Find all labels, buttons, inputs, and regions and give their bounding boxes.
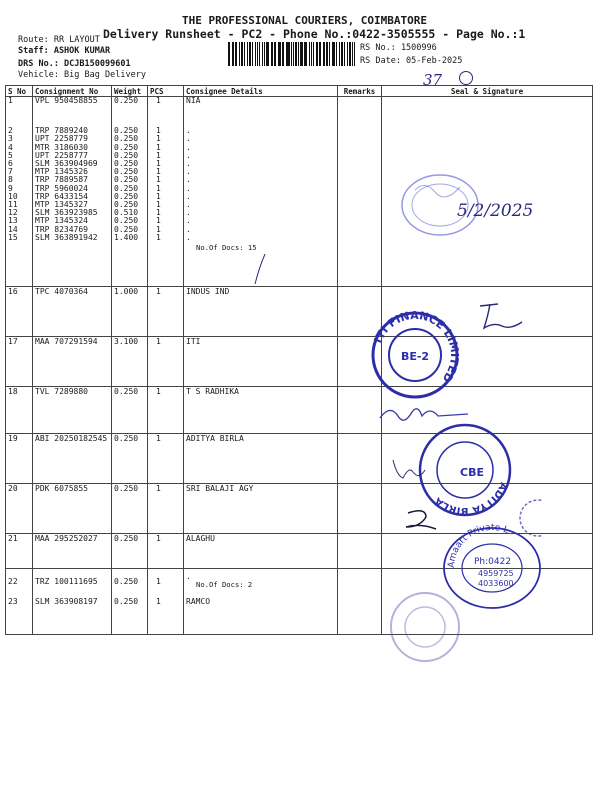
barcode-bar xyxy=(320,42,321,66)
group1-item-weight: 0.510 xyxy=(114,208,139,218)
group1-item-sno: 3 xyxy=(8,134,13,144)
row-consignee: ALAGHU xyxy=(184,534,338,569)
row-remarks xyxy=(338,434,382,484)
barcode-bar xyxy=(354,42,355,66)
row-weight: 0.250 xyxy=(112,484,148,534)
amaart-stamp-text: Amaart Private L xyxy=(446,522,510,569)
row-cons: PDK 6075855 xyxy=(33,484,112,534)
barcode-bar xyxy=(266,42,268,66)
barcode-bar xyxy=(252,42,253,66)
row-cons: MAA 295252027 xyxy=(33,534,112,569)
group1-item-sno: 6 xyxy=(8,159,13,169)
barcode-bar xyxy=(323,42,325,66)
group1-pcs: 1 1 1 1 1 1 1 1 1 1 1 1 1 1 1 xyxy=(148,97,184,287)
row-cons: TVL 7289880 xyxy=(33,387,112,434)
group1-item-consignee: . xyxy=(186,126,191,136)
aditya-stamp-text: ADITYA BIRLA xyxy=(433,480,509,517)
barcode-bar xyxy=(239,42,240,66)
signature-16 xyxy=(470,300,540,340)
handwritten-count: 37 xyxy=(423,71,443,89)
row22-weight: 0.250 xyxy=(112,569,148,597)
svg-text:4033600: 4033600 xyxy=(478,579,514,588)
group1-item-pcs: 1 xyxy=(156,200,161,210)
group1-item-cons: MTP 1345327 xyxy=(35,200,88,210)
barcode-bar xyxy=(344,42,345,66)
group1-remarks xyxy=(338,97,382,287)
group1-weights: 0.250 0.250 0.250 0.250 0.250 0.250 0.250 0.250 0.250 0.250 0.250 0.510 0.250 0.250 1.400 xyxy=(112,97,148,287)
group1-item-sno: 5 xyxy=(8,150,13,160)
row-pcs: 1 xyxy=(148,484,184,534)
row-weight: 3.100 xyxy=(112,337,148,387)
barcode-bar xyxy=(319,42,320,66)
group1-item-weight: 0.250 xyxy=(114,191,139,201)
barcode xyxy=(228,42,356,66)
group1-item-sno: 12 xyxy=(8,208,18,218)
barcode-bar xyxy=(257,42,259,66)
barcode-bar xyxy=(287,42,289,66)
row-consignee: INDUS IND xyxy=(184,287,338,337)
barcode-bar xyxy=(262,42,263,66)
group1-item-sno: 11 xyxy=(8,200,18,210)
svg-text:BE-2: BE-2 xyxy=(400,350,430,363)
group1-item-sno: 15 xyxy=(8,232,18,242)
barcode-bar xyxy=(235,42,237,66)
barcode-bar xyxy=(259,42,260,66)
col-pcs: PCS xyxy=(148,86,184,97)
group1-item-consignee: . xyxy=(186,150,191,160)
group1-item-weight: 0.250 xyxy=(114,159,139,169)
barcode-bar xyxy=(286,42,287,66)
staff-label: Staff: ASHOK KUMAR xyxy=(18,46,111,56)
barcode-bar xyxy=(272,42,273,66)
group1-item-consignee: . xyxy=(186,232,191,242)
row22-remarks xyxy=(338,569,382,597)
group1-item-sno: 14 xyxy=(8,224,18,234)
barcode-bar xyxy=(316,42,318,66)
group1-item-pcs: 1 xyxy=(156,216,161,226)
row-sno: 20 xyxy=(6,484,33,534)
group1-item-cons: TRP 8234769 xyxy=(35,224,88,234)
signature-date-mark xyxy=(395,160,555,240)
group1-item-sno: 7 xyxy=(8,167,13,177)
group1-item-pcs: 1 xyxy=(156,167,161,177)
group1-item-consignee: . xyxy=(186,175,191,185)
group1-item-weight: 0.250 xyxy=(114,126,139,136)
col-consignment: Consignment No xyxy=(33,86,112,97)
group1-item-pcs: 1 xyxy=(156,191,161,201)
group1-item-pcs: 1 xyxy=(156,150,161,160)
violet-faint-stamp xyxy=(385,585,475,665)
row23-pcs: 1 xyxy=(148,597,184,635)
barcode-bar xyxy=(309,42,310,66)
barcode-bar xyxy=(278,42,279,66)
row22-consignment: TRZ 100111695 xyxy=(33,569,112,597)
group1-consignees: NIA . . . . . . . . . . . . . . No.Of Docs: 15 xyxy=(184,97,338,287)
group1-item-cons: UPT 2258777 xyxy=(35,150,88,160)
group1-item-pcs: 1 xyxy=(156,134,161,144)
row22-consignee: . No.Of Docs: 2 xyxy=(184,569,338,597)
barcode-bar xyxy=(305,42,307,66)
group1-item-cons: MTP 1345326 xyxy=(35,167,88,177)
row23-remarks xyxy=(338,597,382,635)
barcode-bar xyxy=(311,42,312,66)
barcode-bar xyxy=(264,42,266,66)
barcode-bar xyxy=(341,42,343,66)
barcode-bar xyxy=(232,42,233,66)
group1-item-cons: SLM 363891942 xyxy=(35,232,98,242)
no-of-docs: No.Of Docs: 15 xyxy=(196,243,257,253)
col-sno: S No xyxy=(6,86,33,97)
no-of-docs-2: No.Of Docs: 2 xyxy=(196,580,253,590)
group1-item-consignee: . xyxy=(186,142,191,152)
group1-item-cons: TRP 7889240 xyxy=(35,126,88,136)
route-label: Route: RR LAYOUT xyxy=(18,35,100,45)
group1-item-cons: SLM 363904969 xyxy=(35,159,98,169)
row-pcs: 1 xyxy=(148,534,184,569)
group1-item-cons: TRP 5960024 xyxy=(35,183,88,193)
row-remarks xyxy=(338,534,382,569)
barcode-bar xyxy=(313,42,315,66)
group1-item-pcs: 1 xyxy=(156,142,161,152)
barcode-bar xyxy=(233,42,234,66)
row23-consignment: SLM 363908197 xyxy=(33,597,112,635)
barcode-bar xyxy=(326,42,328,66)
barcode-bar xyxy=(244,42,246,66)
row-consignee: ITI xyxy=(184,337,338,387)
group1-item-cons: TRP 7889587 xyxy=(35,175,88,185)
iti-finance-stamp xyxy=(365,310,465,400)
group1-item-weight: 0.250 xyxy=(114,134,139,144)
group1-item-consignee: . xyxy=(186,159,191,169)
tick-mark xyxy=(240,250,270,290)
group1-item-weight: 1.400 xyxy=(114,232,139,242)
barcode-bar xyxy=(352,42,353,66)
table-row xyxy=(6,337,593,387)
row-sno: 21 xyxy=(6,534,33,569)
group1-item-sno: 8 xyxy=(8,175,13,185)
row-pcs: 1 xyxy=(148,434,184,484)
row-weight: 0.250 xyxy=(112,434,148,484)
rs-date: RS Date: 05-Feb-2025 xyxy=(360,56,463,66)
group1-item-consignee: . xyxy=(186,191,191,201)
row23-sno: 23 xyxy=(6,597,33,635)
row-sno: 18 xyxy=(6,387,33,434)
barcode-bar xyxy=(293,42,294,66)
group1-item-sno: 9 xyxy=(8,183,13,193)
group1-item-sno: 4 xyxy=(8,142,13,152)
group1-item-sno: 13 xyxy=(8,216,18,226)
row22-pcs: 1 xyxy=(148,569,184,597)
row-remarks xyxy=(338,484,382,534)
barcode-bar xyxy=(247,42,248,66)
barcode-bar xyxy=(282,42,284,66)
group1-item-cons: UPT 2258779 xyxy=(35,134,88,144)
barcode-bar xyxy=(291,42,292,66)
iti-stamp-text: ITI FINANCE LIMITED xyxy=(371,310,462,385)
group1-item-weight: 0.250 xyxy=(114,150,139,160)
barcode-bar xyxy=(228,42,230,66)
row-sno: 17 xyxy=(6,337,33,387)
signature-19 xyxy=(388,455,428,485)
row23-consignee: RAMCO xyxy=(184,597,338,635)
group1-item-consignee: . xyxy=(186,134,191,144)
group1-item-consignee: . xyxy=(186,200,191,210)
row-pcs: 1 xyxy=(148,387,184,434)
group1-item-weight: 0.250 xyxy=(114,175,139,185)
row-pcs: 1 xyxy=(148,287,184,337)
barcode-bar xyxy=(332,42,333,66)
row-cons: TPC 4070364 xyxy=(33,287,112,337)
barcode-bar xyxy=(279,42,281,66)
table-header xyxy=(6,86,593,97)
group1-item-pcs: 1 xyxy=(156,208,161,218)
signature-date: 5/2/2025 xyxy=(457,201,534,221)
row-weight: 0.250 xyxy=(112,387,148,434)
barcode-bar xyxy=(249,42,251,66)
group1-consignments: VPL 950458855 TRP 7889240 UPT 2258779 MTR 3186030 UPT 2258777 SLM 363904969 MTP 1345326 TRP 7889587 TRP 5960024 TRP 6433154 MTP 1345327 SLM 363923985 MTP 1345324 TRP 8234769 SLM 363891942 xyxy=(33,97,112,287)
group1-item-weight: 0.250 xyxy=(114,183,139,193)
row-sno: 19 xyxy=(6,434,33,484)
ph-stamp-text: Ph:0422 xyxy=(474,557,512,567)
group1-item-consignee: . xyxy=(186,167,191,177)
row-sno: 16 xyxy=(6,287,33,337)
company-title: THE PROFESSIONAL COURIERS, COIMBATORE xyxy=(182,14,428,27)
drs-label: DRS No.: DCJB150099601 xyxy=(18,59,131,69)
barcode-bar xyxy=(349,42,351,66)
row-consignee: T S RADHIKA xyxy=(184,387,338,434)
rs-number: RS No.: 1500996 xyxy=(360,43,437,53)
group1-item-pcs: 1 xyxy=(156,126,161,136)
row-consignee: ADITYA BIRLA xyxy=(184,434,338,484)
col-remarks: Remarks xyxy=(338,86,382,97)
barcode-bar xyxy=(298,42,299,66)
col-consignee: Consignee Details xyxy=(184,86,338,97)
group1-item-consignee: . xyxy=(186,208,191,218)
group1-item-sno: 10 xyxy=(8,191,18,201)
row-consignee: SRI BALAJI AGY xyxy=(184,484,338,534)
group1-item-pcs: 1 xyxy=(156,175,161,185)
col-weight: Weight xyxy=(112,86,148,97)
group1-item-sno: 2 xyxy=(8,126,13,136)
runsheet-title: Delivery Runsheet - PC2 - Phone No.:0422-3505555 - Page No.:1 xyxy=(103,27,526,41)
group1-item-pcs: 1 xyxy=(156,224,161,234)
group1-item-weight: 0.250 xyxy=(114,224,139,234)
row22-sno: 22 xyxy=(6,569,33,597)
group1-item-weight: 0.250 xyxy=(114,200,139,210)
group1-item-pcs: 1 xyxy=(156,159,161,169)
row-weight: 1.000 xyxy=(112,287,148,337)
group1-sno: 1 2 3 4 5 6 7 8 9 10 11 12 13 14 15 xyxy=(6,97,33,287)
group1-item-cons: MTR 3186030 xyxy=(35,142,88,152)
handwritten-circle-mark xyxy=(459,71,473,85)
barcode-bar xyxy=(274,42,276,66)
barcode-bar xyxy=(241,42,243,66)
group1-item-consignee: . xyxy=(186,216,191,226)
barcode-bar xyxy=(336,42,337,66)
barcode-bar xyxy=(333,42,335,66)
group1-item-pcs: 1 xyxy=(156,232,161,242)
row-pcs: 1 xyxy=(148,337,184,387)
group1-item-cons: TRP 6433154 xyxy=(35,191,88,201)
group1-item-weight: 0.250 xyxy=(114,142,139,152)
vehicle-label: Vehicle: Big Bag Delivery xyxy=(18,70,146,80)
row-weight: 0.250 xyxy=(112,534,148,569)
row23-weight: 0.250 xyxy=(112,597,148,635)
cbe-stamp-text: CBE xyxy=(460,466,484,479)
barcode-bar xyxy=(329,42,330,66)
barcode-bar xyxy=(339,42,340,66)
col-seal: Seal & Signature xyxy=(382,86,593,97)
row-cons: ABI 20250182545 xyxy=(33,434,112,484)
group1-item-cons: MTP 1345324 xyxy=(35,216,88,226)
group1-item-consignee: . xyxy=(186,224,191,234)
barcode-bar xyxy=(347,42,349,66)
barcode-bar xyxy=(304,42,305,66)
group1-item-weight: 0.250 xyxy=(114,216,139,226)
group1-item-consignee: . xyxy=(186,183,191,193)
group1-item-weight: 0.250 xyxy=(114,167,139,177)
barcode-bar xyxy=(295,42,297,66)
barcode-bar xyxy=(300,42,302,66)
barcode-bar xyxy=(255,42,256,66)
row-cons: MAA 707291594 xyxy=(33,337,112,387)
group1-item-cons: SLM 363923985 xyxy=(35,208,98,218)
barcode-bar xyxy=(271,42,272,66)
svg-text:4959725: 4959725 xyxy=(478,569,514,578)
group1-item-pcs: 1 xyxy=(156,183,161,193)
